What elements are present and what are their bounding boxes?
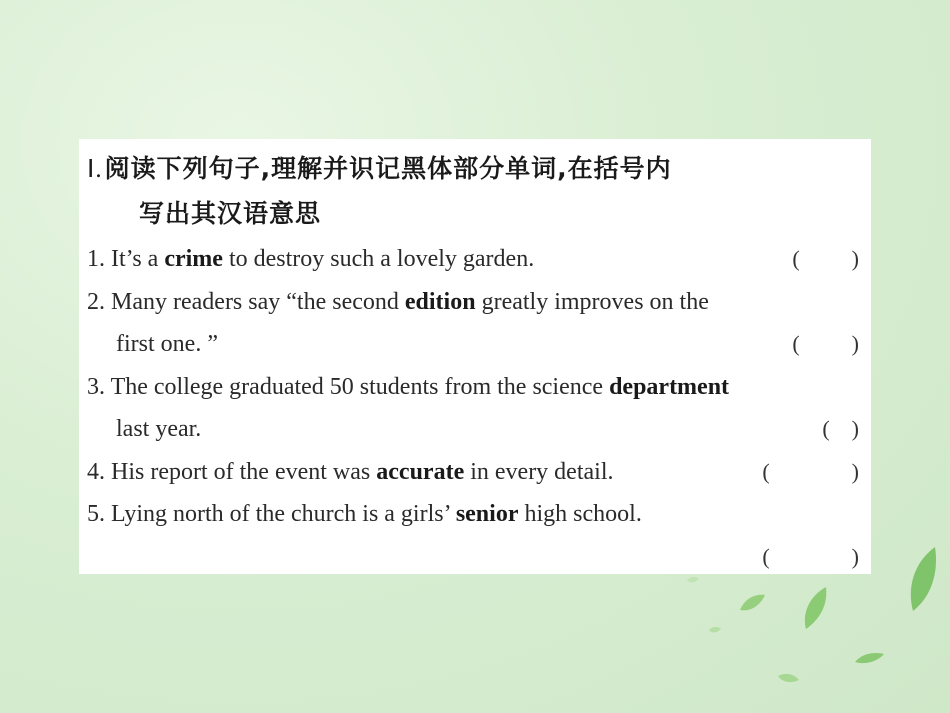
item-text: The college graduated 50 students from the science	[110, 373, 604, 400]
section-numeral: Ⅰ.	[87, 156, 103, 183]
item-number: 1.	[87, 246, 105, 272]
exercise-card	[79, 139, 871, 574]
answer-parentheses[interactable]: ( )	[792, 331, 859, 356]
item-text: Many readers say “the second	[111, 288, 399, 315]
bold-word: edition	[404, 288, 476, 315]
leaf-decoration-icon	[686, 575, 700, 585]
item-text: high school.	[524, 501, 642, 527]
section-heading	[87, 147, 865, 236]
list-item	[87, 493, 865, 578]
item-text: in every detail.	[470, 458, 614, 485]
answer-parentheses[interactable]: ( )	[762, 543, 859, 569]
leaf-decoration-icon	[905, 545, 941, 613]
bold-word: department	[609, 373, 730, 400]
bold-word: accurate	[376, 458, 465, 485]
heading-line-2: 写出其汉语意思	[139, 199, 322, 228]
item-text: It’s a	[111, 246, 159, 272]
list-item	[87, 451, 865, 494]
list-item	[87, 281, 865, 366]
item-number: 5.	[87, 501, 105, 527]
answer-parentheses[interactable]: ( )	[822, 416, 859, 441]
bold-word: crime	[164, 246, 223, 272]
item-number: 2.	[87, 288, 105, 315]
bold-word: senior	[455, 501, 519, 527]
list-item	[87, 366, 865, 451]
item-text: His report of the event was	[111, 458, 371, 485]
heading-line-1: 阅读下列句子,理解并识记黑体部分单词,在括号内	[104, 154, 672, 183]
item-text-continuation: last year.	[116, 416, 202, 442]
item-number: 3.	[87, 373, 105, 400]
leaf-decoration-icon	[708, 625, 722, 635]
answer-parentheses[interactable]: ( )	[762, 458, 859, 484]
leaf-decoration-icon	[738, 592, 766, 614]
item-text: Lying north of the church is a girls’	[111, 501, 450, 527]
leaf-decoration-icon	[853, 650, 885, 666]
leaf-decoration-icon	[776, 670, 800, 686]
answer-parentheses[interactable]: ( )	[792, 246, 859, 271]
list-item	[87, 238, 865, 281]
leaf-decoration-icon	[800, 585, 830, 631]
item-text-continuation: first one. ”	[116, 331, 218, 357]
item-number: 4.	[87, 458, 105, 485]
item-text: to destroy such a lovely garden.	[228, 246, 535, 272]
item-text: greatly improves on the	[481, 288, 709, 315]
